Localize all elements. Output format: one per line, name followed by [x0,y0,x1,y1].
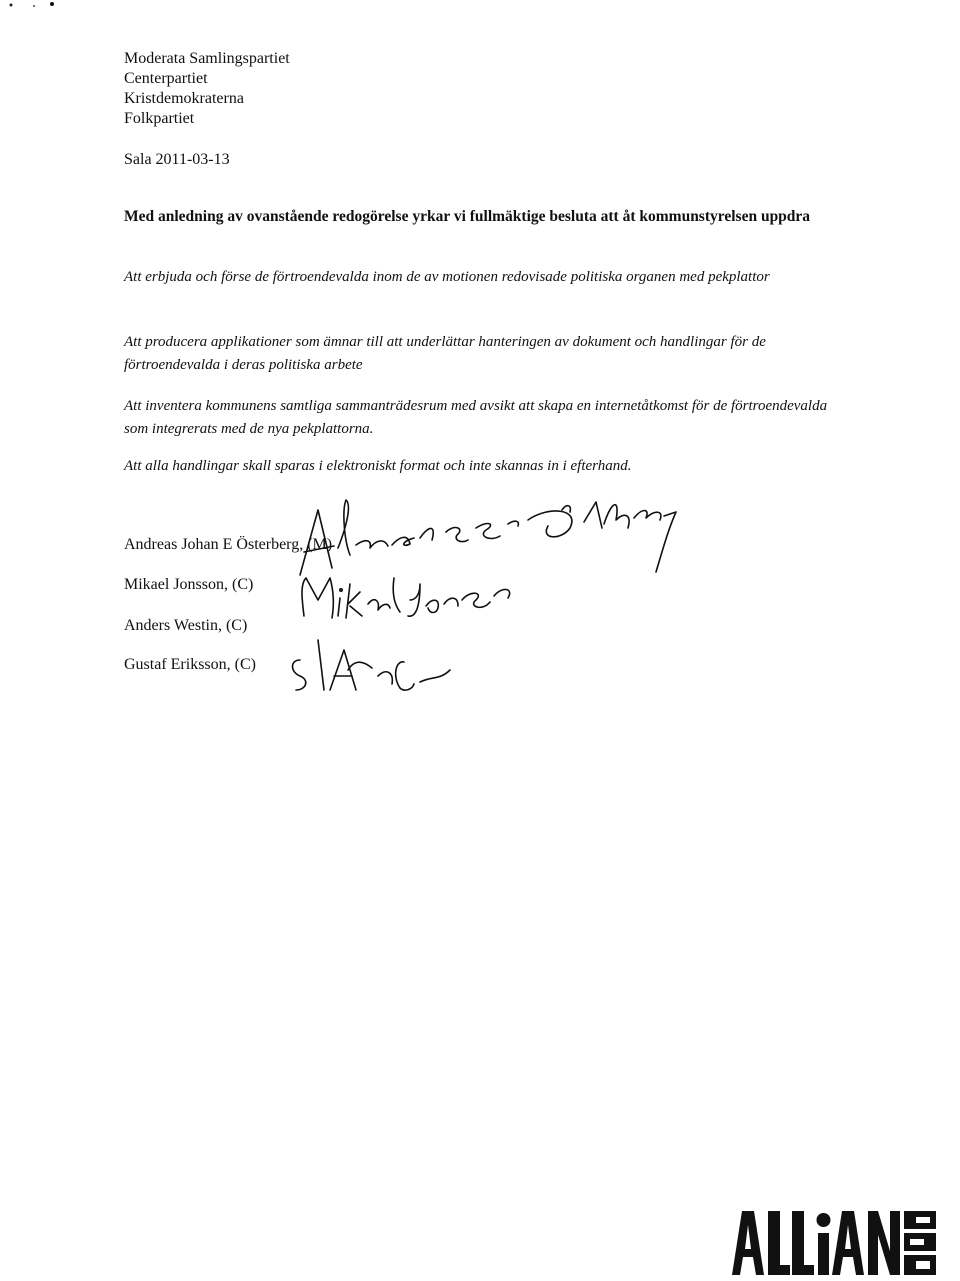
place-date: Sala 2011-03-13 [124,151,230,168]
signature-eriksson [293,640,451,690]
party-name: Moderata Samlingspartiet [124,50,290,67]
signature-jonsson [302,578,510,618]
proposal-clause: Att producera applikationer som ämnar till att underlättar hanteringen av dokument och handlingar för de förtroendevalda i deras politiska arbete [124,334,766,373]
proposal-clause: Att erbjuda och förse de förtroendevalda inom de av motionen redovisade politiska organen med pekplattor [124,269,770,285]
signer-name: Gustaf Eriksson, (C) [124,656,256,673]
proposal-clause: Att alla handlingar skall sparas i elektroniskt format och inte skannas in i efterhand. [124,458,632,474]
signer-name: Mikael Jonsson, (C) [124,576,254,593]
alliansen-logo [730,1205,938,1277]
proposal-clause: Att inventera kommunens samtliga sammanträdesrum med avsikt att skapa en internetåtkomst för de förtroendevalda som integrerats med de nya pekplattorna. [124,398,828,437]
party-name: Kristdemokraterna [124,90,244,107]
signer-name: Andreas Johan E Österberg, (M) [124,536,333,553]
party-name: Centerpartiet [124,70,208,87]
signature-osterberg [300,500,676,575]
party-name: Folkpartiet [124,110,195,127]
signer-name: Anders Westin, (C) [124,617,248,634]
proposal-intro: Med anledning av ovanstående redogörelse yrkar vi fullmäktige besluta att åt kommunstyrelsen uppdra [124,208,811,225]
